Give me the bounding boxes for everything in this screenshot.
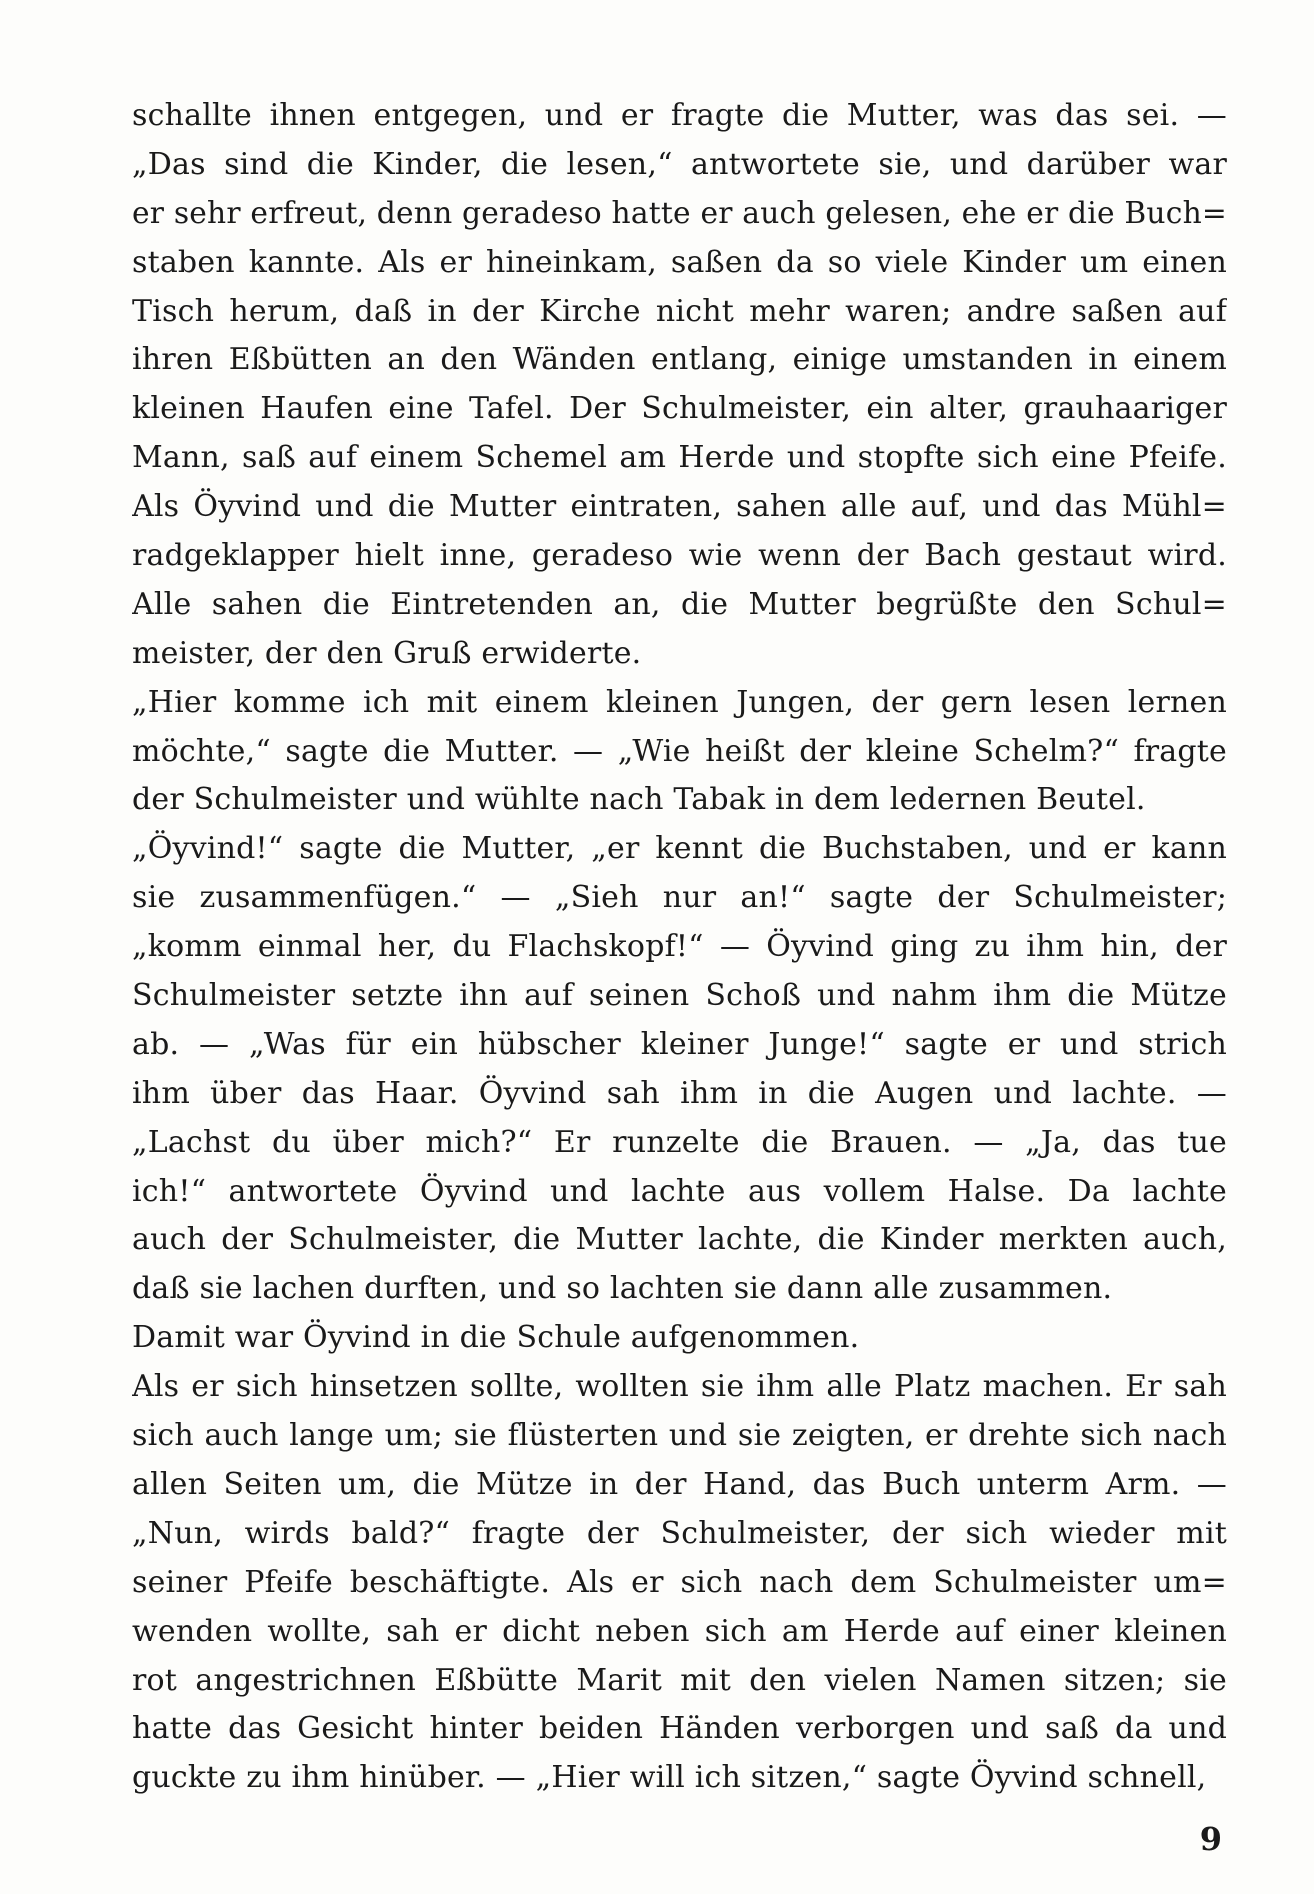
text-line: sich auch lange um; sie flüsterten und sie zeigten, er drehte sich nach (132, 1418, 1227, 1454)
text-line: schallte ihnen entgegen, und er fragte die Mutter, was das sei. — (132, 98, 1227, 133)
text-line: sie zusammenfügen.“ — „Sieh nur an!“ sagte der Schulmeister; (132, 880, 1227, 916)
text-line: Damit war Öyvind in die Schule aufgenommen. (132, 1320, 860, 1356)
text-line: radgeklapper hielt inne, geradeso wie wenn der Bach gestaut wird. (132, 538, 1227, 574)
text-line: „Lachst du über mich?“ Er runzelte die Brauen. — „Ja, das tue (132, 1124, 1227, 1160)
text-line: der Schulmeister und wühlte nach Tabak in dem ledernen Beutel. (132, 782, 1146, 818)
text-line: guckte zu ihm hinüber. — „Hier will ich sitzen,“ sagte Öyvind schnell, (132, 1760, 1207, 1796)
text-line: seiner Pfeife beschäftigte. Als er sich nach dem Schulmeister um= (132, 1564, 1227, 1600)
text-line: rot angestrichnen Eßbütte Marit mit den vielen Namen sitzen; sie (132, 1662, 1227, 1698)
text-line: „Nun, wirds bald?“ fragte der Schulmeister, der sich wieder mit (132, 1515, 1227, 1551)
text-line: wenden wollte, sah er dicht neben sich am Herde auf einer kleinen (132, 1613, 1227, 1649)
text-line: Tisch herum, daß in der Kirche nicht mehr waren; andre saßen auf (132, 293, 1227, 329)
text-line: allen Seiten um, die Mütze in der Hand, das Buch unterm Arm. — (132, 1466, 1227, 1502)
text-line: ihm über das Haar. Öyvind sah ihm in die Augen und lachte. — (132, 1075, 1227, 1111)
text-line: möchte,“ sagte die Mutter. — „Wie heißt der kleine Schelm?“ fragte (132, 733, 1227, 769)
text-line: auch der Schulmeister, die Mutter lachte, die Kinder merkten auch, (132, 1222, 1227, 1258)
text-line: „komm einmal her, du Flachskopf!“ — Öyvind ging zu ihm hin, der (132, 929, 1227, 965)
text-line: Schulmeister setzte ihn auf seinen Schoß und nahm ihm die Mütze (132, 978, 1227, 1014)
body-text (132, 92, 1227, 1803)
text-line: Als Öyvind und die Mutter eintraten, sahen alle auf, und das Mühl= (132, 489, 1227, 525)
text-line: ab. — „Was für ein hübscher kleiner Junge!“ sagte er und strich (132, 1026, 1227, 1062)
text-line: „Öyvind!“ sagte die Mutter, „er kennt die Buchstaben, und er kann (132, 831, 1227, 867)
text-line: ihren Eßbütten an den Wänden entlang, einige umstanden in einem (132, 342, 1227, 378)
text-line: meister, der den Gruß erwiderte. (132, 635, 642, 671)
page-number: 9 (1199, 1820, 1222, 1858)
text-line: „Hier komme ich mit einem kleinen Jungen, der gern lesen lernen (132, 684, 1227, 720)
text-line: daß sie lachen durften, und so lachten sie dann alle zusammen. (132, 1271, 1113, 1307)
text-line: Als er sich hinsetzen sollte, wollten sie ihm alle Platz machen. Er sah (132, 1369, 1227, 1405)
text-line: kleinen Haufen eine Tafel. Der Schulmeister, ein alter, grauhaariger (132, 391, 1227, 427)
text-line: hatte das Gesicht hinter beiden Händen verborgen und saß da und (132, 1711, 1227, 1747)
text-line: er sehr erfreut, denn geradeso hatte er auch gelesen, ehe er die Buch= (132, 195, 1227, 231)
text-line: staben kannte. Als er hineinkam, saßen da so viele Kinder um einen (132, 244, 1227, 280)
text-line: Alle sahen die Eintretenden an, die Mutter begrüßte den Schul= (132, 586, 1227, 622)
text-line: „Das sind die Kinder, die lesen,“ antwortete sie, und darüber war (132, 146, 1227, 182)
text-line: Mann, saß auf einem Schemel am Herde und stopfte sich eine Pfeife. (132, 440, 1227, 476)
text-line: ich!“ antwortete Öyvind und lachte aus vollem Halse. Da lachte (132, 1173, 1227, 1209)
